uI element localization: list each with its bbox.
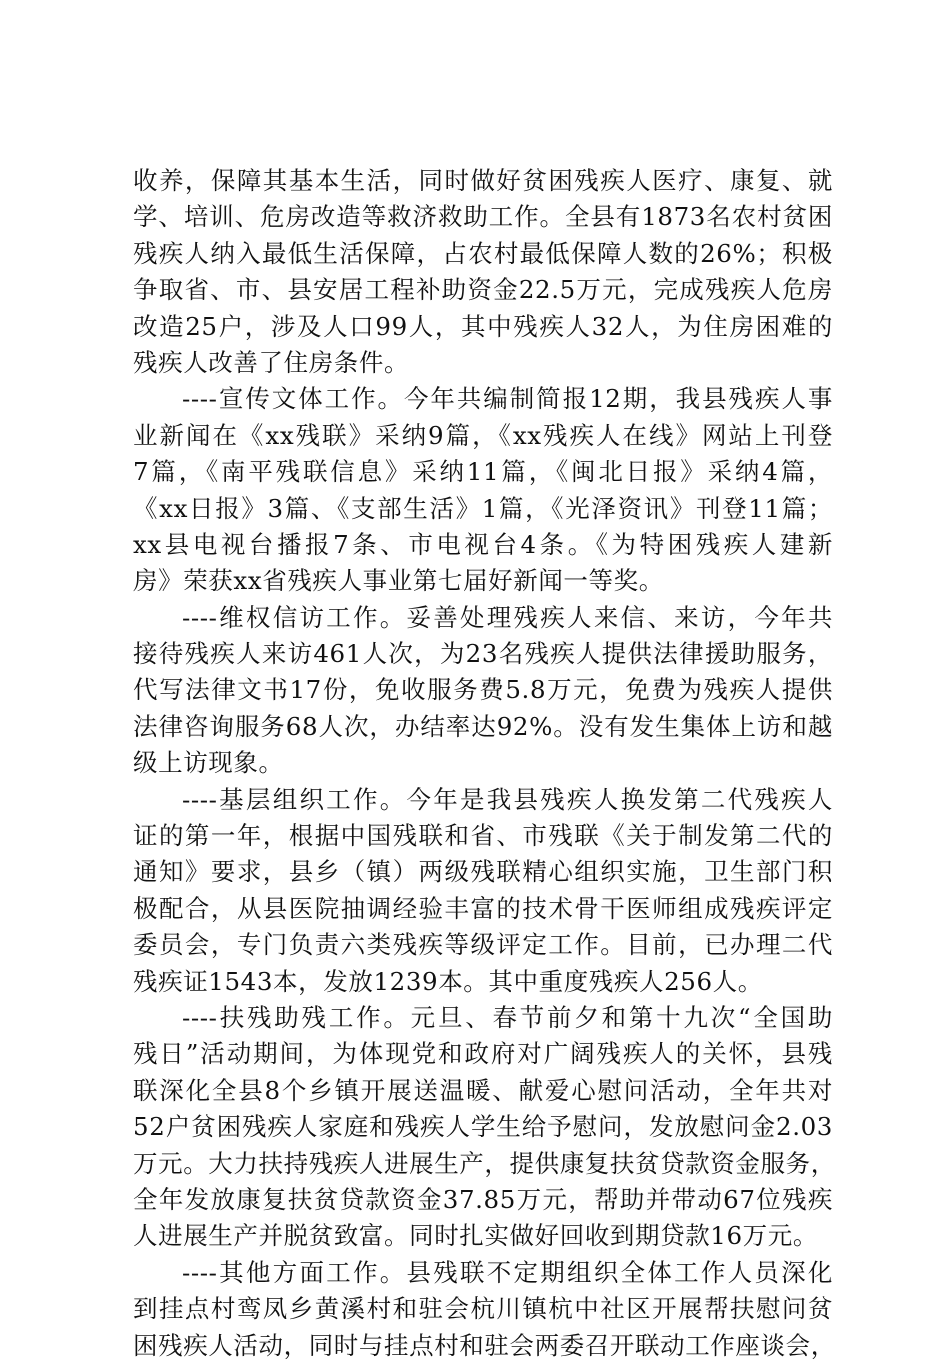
text-line: 极配合，从县医院抽调经验丰富的技术骨干医师组成残疾评定 — [133, 893, 833, 923]
text-line: 残疾人纳入最低生活保障，占农村最低保障人数的26%；积极 — [133, 238, 833, 268]
text-line: xx县电视台播报7条、市电视台4条。《为特困残疾人建新 — [133, 529, 833, 559]
text-line: 困残疾人活动，同时与挂点村和驻会两委召开联动工作座谈会， — [133, 1330, 836, 1360]
text-line: 法律咨询服务68人次，办结率达92%。没有发生集体上访和越 — [133, 711, 833, 741]
text-line: 残疾人改善了住房条件。 — [133, 347, 410, 377]
text-line: 《xx日报》3篇、《支部生活》1篇，《光泽资讯》刊登11篇； — [133, 493, 833, 523]
text-line: 委员会，专门负责六类残疾等级评定工作。目前，已办理二代 — [133, 930, 833, 960]
text-line: 收养，保障其基本生活，同时做好贫困残疾人医疗、康复、就 — [133, 166, 833, 195]
text-line: 接待残疾人来访461人次，为23名残疾人提供法律援助服务， — [133, 639, 833, 669]
text-line: 房》荣获xx省残疾人事业第七届好新闻一等奖。 — [133, 566, 664, 596]
text-line: 通知》要求，县乡（镇）两级残联精心组织实施，卫生部门积 — [133, 857, 833, 887]
text-line: 业新闻在《xx残联》采纳9篇，《xx残疾人在线》网站上刊登 — [133, 420, 833, 450]
text-line: 联深化全县8个乡镇开展送温暖、献爱心慰问活动，全年共对 — [133, 1075, 833, 1105]
paragraph-first-line: ----维权信访工作。妥善处理残疾人来信、来访，今年共 — [182, 602, 833, 632]
text-line: 残日”活动期间，为体现党和政府对广阔残疾人的关怀，县残 — [133, 1039, 833, 1069]
text-line: 52户贫困残疾人家庭和残疾人学生给予慰问，发放慰问金2.03 — [133, 1112, 833, 1142]
body-text — [133, 163, 836, 1364]
text-line: 人进展生产并脱贫致富。同时扎实做好回收到期贷款16万元。 — [133, 1221, 818, 1251]
paragraph-first-line: ----宣传文体工作。今年共编制简报12期，我县残疾人事 — [182, 384, 833, 414]
text-line: 证的第一年，根据中国残联和省、市残联《关于制发第二代的 — [133, 821, 833, 851]
text-line: 万元。大力扶持残疾人进展生产，提供康复扶贫贷款资金服务， — [133, 1148, 836, 1178]
text-line: 学、培训、危房改造等救济救助工作。全县有1873名农村贫困 — [133, 202, 833, 232]
text-line: 全年发放康复扶贫贷款资金37.85万元，帮助并带动67位残疾 — [133, 1184, 833, 1214]
paragraph-first-line: ----基层组织工作。今年是我县残疾人换发第二代残疾人 — [182, 784, 833, 814]
text-line: 改造25户，涉及人口99人，其中残疾人32人，为住房困难的 — [133, 311, 833, 341]
text-line: 到挂点村鸾凤乡黄溪村和驻会杭川镇杭中社区开展帮扶慰问贫 — [133, 1294, 833, 1324]
text-line: 代写法律文书17份，免收服务费5.8万元，免费为残疾人提供 — [133, 675, 833, 705]
text-line: 残疾证1543本，发放1239本。其中重度残疾人256人。 — [133, 966, 763, 996]
text-line: 争取省、市、县安居工程补助资金22.5万元，完成残疾人危房 — [133, 275, 833, 305]
text-line: 7篇，《南平残联信息》采纳11篇，《闽北日报》采纳4篇， — [133, 457, 833, 487]
paragraph-first-line: ----扶残助残工作。元旦、春节前夕和第十九次“全国助 — [182, 1002, 833, 1032]
text-line: 级上访现象。 — [133, 748, 284, 778]
paragraph-first-line: ----其他方面工作。县残联不定期组织全体工作人员深化 — [182, 1257, 833, 1287]
